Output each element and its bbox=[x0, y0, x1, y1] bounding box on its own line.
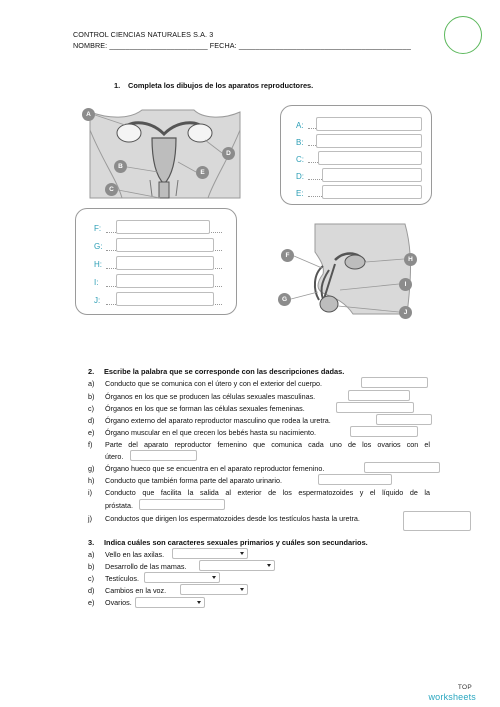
answer-field-F[interactable] bbox=[116, 220, 210, 234]
q2-text-f-cont: útero. bbox=[105, 452, 124, 461]
q2-letter-f: f) bbox=[88, 440, 93, 449]
q2-letter-h: h) bbox=[88, 476, 95, 485]
callout-E: E bbox=[196, 166, 209, 179]
name-date-line: NOMBRE: ________________________ FECHA: __________________________________________ bbox=[73, 41, 411, 50]
answer-field-G[interactable] bbox=[116, 238, 214, 252]
worksheet-title: CONTROL CIENCIAS NATURALES S.A. 3 bbox=[73, 30, 214, 39]
q2-letter-i: i) bbox=[88, 488, 92, 497]
q2-field-e[interactable] bbox=[350, 426, 418, 437]
q3-text-d: Cambios en la voz. bbox=[105, 586, 167, 595]
q2-letter-j: j) bbox=[88, 514, 92, 523]
label-I: I: bbox=[94, 278, 99, 287]
label-E: E: bbox=[296, 189, 304, 198]
callout-J: J bbox=[399, 306, 412, 319]
section2-title-text: Escribe la palabra que se corresponde con las descripciones dadas. bbox=[104, 367, 345, 376]
callout-H: H bbox=[404, 253, 417, 266]
q2-letter-c: c) bbox=[88, 404, 94, 413]
callout-A: A bbox=[82, 108, 95, 121]
answer-field-I[interactable] bbox=[116, 274, 214, 288]
section2-number: 2. bbox=[88, 367, 95, 376]
callout-C: C bbox=[105, 183, 118, 196]
answer-field-E[interactable] bbox=[322, 185, 422, 199]
q3-letter-c: c) bbox=[88, 574, 94, 583]
chevron-down-icon bbox=[240, 552, 244, 555]
male-reproductive-illustration bbox=[285, 222, 420, 322]
q3-letter-d: d) bbox=[88, 586, 95, 595]
section2-title bbox=[88, 367, 344, 376]
answer-field-J[interactable] bbox=[116, 292, 214, 306]
q2-text-c: Órganos en los que se forman las células sexuales femeninas. bbox=[105, 404, 305, 413]
label-J: J: bbox=[94, 296, 101, 305]
section1-title bbox=[114, 81, 313, 90]
chevron-down-icon bbox=[240, 588, 244, 591]
q2-field-a[interactable] bbox=[361, 377, 428, 388]
score-circle bbox=[444, 16, 482, 54]
q3-select-b[interactable] bbox=[199, 560, 275, 571]
q3-select-e[interactable] bbox=[135, 597, 205, 608]
label-A: A: bbox=[296, 121, 304, 130]
q2-text-b: Órganos en los que se producen las células sexuales masculinas. bbox=[105, 392, 316, 401]
q3-text-a: Vello en las axilas. bbox=[105, 550, 165, 559]
label-G: G: bbox=[94, 242, 103, 251]
label-H: H: bbox=[94, 260, 102, 269]
q2-field-j[interactable] bbox=[403, 511, 471, 531]
q2-text-g: Órgano hueco que se encuentra en el aparato reproductor femenino. bbox=[105, 464, 325, 473]
section1-title-text: Completa los dibujos de los aparatos reproductores. bbox=[128, 81, 314, 90]
callout-F: F bbox=[281, 249, 294, 262]
chevron-down-icon bbox=[267, 564, 271, 567]
q3-letter-e: e) bbox=[88, 598, 95, 607]
brand-top-text: TOP bbox=[457, 684, 472, 691]
chevron-down-icon bbox=[212, 576, 216, 579]
q3-select-c[interactable] bbox=[144, 572, 220, 583]
q2-text-h: Conducto que también forma parte del aparato urinario. bbox=[105, 476, 282, 485]
section3-title bbox=[88, 538, 368, 547]
q2-text-j: Conductos que dirigen los espermatozoides desde los testículos hasta la uretra. bbox=[105, 514, 360, 523]
label-F: F: bbox=[94, 224, 102, 233]
q2-field-b[interactable] bbox=[348, 390, 410, 401]
q2-text-d: Órgano externo del aparato reproductor masculino que rodea la uretra. bbox=[105, 416, 331, 425]
q2-field-h[interactable] bbox=[318, 474, 392, 485]
q3-text-e: Ovarios. bbox=[105, 598, 132, 607]
callout-B: B bbox=[114, 160, 127, 173]
q2-field-c[interactable] bbox=[336, 402, 414, 413]
q3-text-b: Desarrollo de las mamas. bbox=[105, 562, 187, 571]
q2-letter-g: g) bbox=[88, 464, 95, 473]
section3-title-text: Indica cuáles son caracteres sexuales primarios y cuáles son secundarios. bbox=[104, 538, 368, 547]
q3-select-d[interactable] bbox=[180, 584, 248, 595]
answer-field-D[interactable] bbox=[322, 168, 422, 182]
section3-number: 3. bbox=[88, 538, 95, 547]
q2-text-i-cont: próstata. bbox=[105, 501, 133, 510]
q3-letter-b: b) bbox=[88, 562, 95, 571]
q3-letter-a: a) bbox=[88, 550, 95, 559]
chevron-down-icon bbox=[197, 601, 201, 604]
q2-letter-b: b) bbox=[88, 392, 95, 401]
label-B: B: bbox=[296, 138, 304, 147]
brand-logo-text: worksheets bbox=[428, 692, 476, 702]
q3-select-a[interactable] bbox=[172, 548, 248, 559]
q3-text-c: Testículos. bbox=[105, 574, 139, 583]
answer-field-A[interactable] bbox=[316, 117, 422, 131]
callout-D: D bbox=[222, 147, 235, 160]
q2-text-f: Parte del aparato reproductor femenino que comunica cada uno de los ovarios con el bbox=[105, 440, 430, 449]
answer-field-B[interactable] bbox=[316, 134, 422, 148]
q2-field-f[interactable] bbox=[130, 450, 197, 461]
callout-I: I bbox=[399, 278, 412, 291]
label-C: C: bbox=[296, 155, 304, 164]
label-D: D: bbox=[296, 172, 304, 181]
q2-text-a: Conducto que se comunica con el útero y con el exterior del cuerpo. bbox=[105, 379, 322, 388]
answer-field-H[interactable] bbox=[116, 256, 214, 270]
q2-field-g[interactable] bbox=[364, 462, 440, 473]
q2-letter-a: a) bbox=[88, 379, 95, 388]
section1-number: 1. bbox=[114, 81, 121, 90]
callout-G: G bbox=[278, 293, 291, 306]
q2-letter-d: d) bbox=[88, 416, 95, 425]
q2-text-e: Órgano muscular en el que crecen los bebés hasta su nacimiento. bbox=[105, 428, 316, 437]
q2-field-d[interactable] bbox=[376, 414, 432, 425]
q2-letter-e: e) bbox=[88, 428, 95, 437]
answer-field-C[interactable] bbox=[318, 151, 422, 165]
q2-text-i: Conducto que facilita la salida al exterior de los espermatozoides y el líquido de la bbox=[105, 488, 430, 497]
q2-field-i[interactable] bbox=[139, 499, 225, 510]
